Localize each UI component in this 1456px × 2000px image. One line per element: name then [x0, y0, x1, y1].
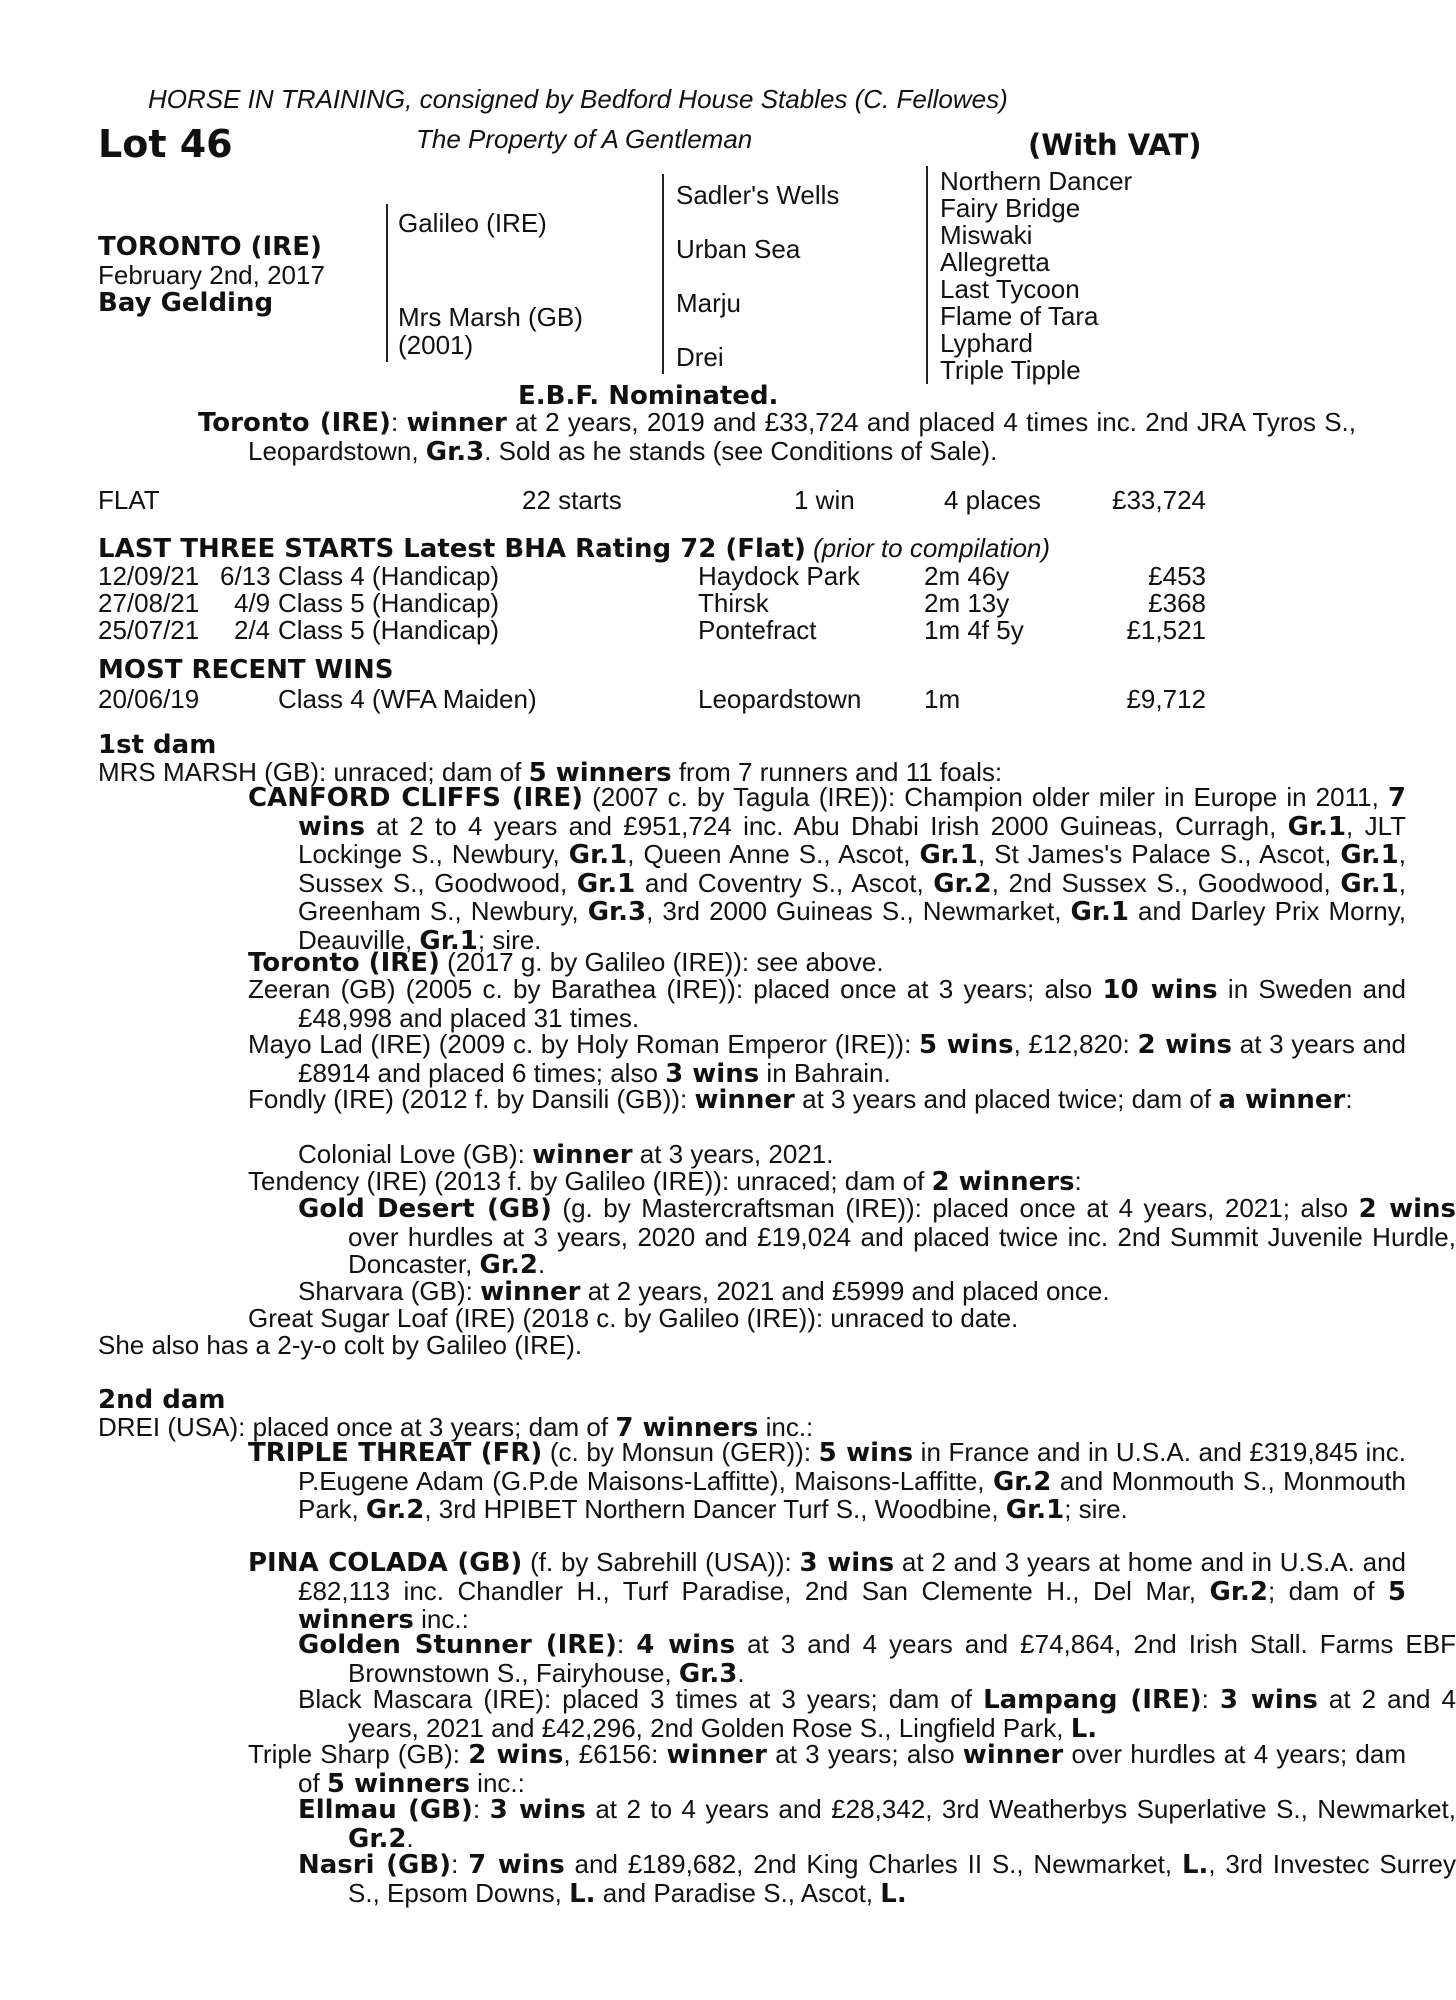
entry-black-mascara	[98, 1686, 1456, 1743]
bold-text: 3 wins	[665, 1058, 760, 1089]
text: , 3rd HPIBET Northern Dancer Turf S., Woodbine,	[424, 1494, 1006, 1524]
grade: Gr.1	[1287, 811, 1347, 842]
lot-number: Lot 46	[98, 122, 233, 166]
grade: Gr.2	[348, 1823, 407, 1854]
start-distance: 2m 13y	[924, 588, 1010, 618]
bold-text: 5 winners	[528, 758, 672, 788]
text: , Greenham S., Newbury,	[298, 867, 1406, 926]
last-three-title: LAST THREE STARTS Latest BHA Rating 72 (Flat)	[98, 534, 806, 564]
text: .	[737, 1657, 745, 1688]
grade: Gr.3	[425, 436, 485, 467]
text: at 2 to 4 years and £28,342, 3rd Weatherbys Superlative S., Newmarket,	[585, 1794, 1456, 1824]
text: , Queen Anne S., Ascot,	[627, 839, 920, 869]
bold-text: 3 wins	[489, 1795, 586, 1825]
text: , 3rd 2000 Guineas S., Newmarket,	[646, 896, 1071, 926]
consignor-line: HORSE IN TRAINING, consigned by Bedford House Stables (C. Fellowes)	[148, 84, 1008, 114]
entry-ellmau	[98, 1796, 1456, 1853]
text: Fondly (IRE) (2012 f. by Dansili (GB)):	[248, 1084, 695, 1114]
record-earnings: £33,724	[1112, 485, 1206, 515]
text: , St James's Palace S., Ascot,	[977, 839, 1341, 869]
entry-golden-stunner	[98, 1631, 1456, 1688]
entry-gold-desert	[98, 1195, 1456, 1280]
grade: Gr.1	[1340, 840, 1399, 870]
text: from 7 runners and 11 foals:	[671, 757, 1003, 787]
text: over hurdles at 3 years, 2020 and £19,024 and placed twice inc. 2nd Summit Juvenile Hurdle, Doncaster,	[348, 1221, 1456, 1279]
vat-label: (With VAT)	[1028, 128, 1202, 162]
entry-great-sugar-loaf: Great Sugar Loaf (IRE) (2018 c. by Galileo (IRE)): unraced to date.	[248, 1303, 1019, 1333]
win-prize: £9,712	[1126, 684, 1206, 714]
text: at 2 years, 2019 and £33,724 and placed 4 times inc. 2nd JRA Tyros S., Leopardstown,	[248, 407, 1356, 466]
pedigree-line-3	[926, 166, 928, 384]
text: (2007 c. by Tagula (IRE)): Champion older miler in Europe in 2011,	[583, 782, 1388, 812]
text: Zeeran (GB) (2005 c. by Barathea (IRE)): placed once at 3 years; also	[248, 974, 1103, 1004]
text: , £6156:	[563, 1739, 667, 1769]
grade: Gr.1	[1070, 897, 1129, 927]
entry-pina-colada	[98, 1549, 1406, 1635]
start-prize: £1,521	[1126, 615, 1206, 645]
text: (g. by Mastercraftsman (IRE)): placed once at 4 years, 2021; also	[551, 1193, 1359, 1223]
table-row	[98, 588, 1206, 616]
listed: L.	[1070, 1713, 1098, 1744]
grade: Gr.3	[678, 1658, 738, 1689]
text: and Monmouth S., Monmouth Park,	[298, 1465, 1406, 1524]
entry-name: Golden Stunner (IRE)	[298, 1630, 617, 1660]
bold-text: 7 winners	[615, 1413, 759, 1443]
text: at 2 and 4 years, 2021 and £42,296, 2nd Golden Rose S., Lingfield Park,	[348, 1684, 1456, 1743]
race-record	[98, 485, 1206, 513]
bold-text: winner	[406, 408, 507, 438]
pedigree-grand: Sadler's Wells	[676, 180, 840, 210]
entry-name: CANFORD CLIFFS (IRE)	[248, 783, 584, 813]
win-date: 20/06/19	[98, 684, 200, 714]
first-dam-heading: 1st dam	[98, 730, 217, 760]
text: MRS MARSH (GB): unraced; dam of	[98, 757, 529, 787]
summary-paragraph	[98, 409, 1356, 466]
pedigree-dam-year: (2001)	[398, 330, 474, 360]
grade: Gr.2	[1209, 1576, 1268, 1607]
bold-text: 5 wins	[919, 1030, 1014, 1060]
record-wins: 1 win	[794, 485, 855, 515]
pedigree-grand: Urban Sea	[676, 234, 801, 264]
bold-text: Lampang (IRE)	[983, 1685, 1202, 1715]
foaled-date: February 2nd, 2017	[98, 260, 325, 290]
text: Colonial Love (GB):	[298, 1139, 533, 1169]
bold-text: 2 wins	[468, 1740, 564, 1770]
bold-text: a winner	[1218, 1085, 1346, 1115]
text: Mayo Lad (IRE) (2009 c. by Holy Roman Emperor (IRE)):	[248, 1029, 920, 1059]
text: Black Mascara (IRE): placed 3 times at 3 years; dam of	[298, 1684, 984, 1714]
text: inc.:	[469, 1767, 525, 1798]
summary-name: Toronto (IRE)	[198, 408, 391, 438]
start-position: 2/4	[234, 615, 271, 645]
pedigree-sire: Galileo (IRE)	[398, 208, 547, 238]
bold-text: winner	[480, 1277, 581, 1307]
text: , 2nd Sussex S., Goodwood,	[991, 867, 1341, 898]
text: in Bahrain.	[759, 1057, 891, 1088]
text: DREI (USA): placed once at 3 years; dam of	[98, 1412, 616, 1442]
bold-text: 5 winners	[298, 1576, 1407, 1635]
entry-name: Toronto (IRE)	[248, 948, 440, 978]
grade: Gr.2	[365, 1495, 425, 1525]
text: . Sold as he stands (see Conditions of Sale).	[484, 435, 998, 466]
pedigree-dam: Mrs Marsh (GB)	[398, 302, 583, 332]
listed: L.	[569, 1878, 596, 1909]
pedigree-great: Lyphard	[940, 328, 1033, 358]
text: :	[451, 1849, 469, 1879]
horse-name: TORONTO (IRE)	[98, 232, 322, 262]
grade: Gr.2	[479, 1250, 538, 1280]
bold-text: 2 wins	[1358, 1194, 1456, 1224]
bold-text: 4 wins	[636, 1630, 736, 1660]
pedigree-great: Flame of Tara	[940, 301, 1099, 331]
record-starts: 22 starts	[522, 485, 622, 515]
text: Triple Sharp (GB):	[248, 1739, 469, 1769]
text: at 3 years and £8914 and placed 6 times; also	[298, 1029, 1406, 1088]
text: at 3 years; also	[766, 1739, 963, 1769]
recent-wins-heading: MOST RECENT WINS	[98, 655, 394, 685]
pedigree-great: Last Tycoon	[940, 274, 1080, 304]
bold-text: 5 winners	[326, 1768, 470, 1799]
text: at 3 years, 2021.	[632, 1139, 834, 1169]
text: , Sussex S., Goodwood,	[298, 839, 1407, 898]
start-prize: £368	[1148, 588, 1206, 618]
grade: Gr.3	[587, 897, 647, 927]
grade: Gr.1	[576, 868, 636, 899]
table-row	[98, 615, 1206, 643]
win-course: Leopardstown	[698, 684, 862, 714]
text: .	[406, 1822, 414, 1853]
entry-name: Nasri (GB)	[298, 1850, 452, 1880]
grade: Gr.1	[568, 840, 628, 870]
start-prize: £453	[1148, 561, 1206, 591]
win-race: Class 4 (WFA Maiden)	[278, 684, 537, 714]
text: ; dam of	[1267, 1575, 1388, 1606]
text: , £12,820:	[1013, 1029, 1138, 1059]
table-row	[98, 561, 1206, 589]
text: :	[1345, 1084, 1353, 1114]
text: (c. by Monsun (GER)):	[542, 1437, 819, 1467]
entry-name: Ellmau (GB)	[298, 1795, 473, 1825]
text: .	[537, 1249, 546, 1279]
text: (2017 g. by Galileo (IRE)): see above.	[439, 947, 884, 977]
start-date: 27/08/21	[98, 588, 200, 618]
text: Tendency (IRE) (2013 f. by Galileo (IRE)): unraced; dam of	[248, 1166, 932, 1196]
text: over hurdles at 4 years; dam of	[298, 1739, 1407, 1798]
start-course: Thirsk	[698, 588, 769, 618]
grade: Gr.1	[1340, 868, 1399, 899]
text: in France and in U.S.A. and £319,845 inc. P.Eugene Adam (G.P.de Maisons-Laffitte), Maisons-Laffitte,	[298, 1437, 1406, 1496]
start-position: 4/9	[234, 588, 271, 618]
pedigree-grand: Marju	[676, 288, 742, 318]
bold-text: 3 wins	[799, 1548, 895, 1578]
listed: L.	[880, 1878, 907, 1909]
entry-name: PINA COLADA (GB)	[248, 1548, 523, 1578]
text: at 3 years and placed twice; dam of	[794, 1084, 1219, 1114]
bold-text: 7 wins	[468, 1850, 565, 1880]
text: :	[1201, 1684, 1220, 1714]
start-date: 12/09/21	[98, 561, 200, 591]
text: ; sire.	[1064, 1494, 1128, 1524]
text: in Sweden and £48,998 and placed 31 times.	[298, 974, 1406, 1033]
start-course: Pontefract	[698, 615, 817, 645]
text: (f. by Sabrehill (USA)):	[522, 1547, 800, 1577]
ebf-nominated: E.B.F. Nominated.	[518, 381, 779, 411]
pedigree-great: Fairy Bridge	[940, 193, 1081, 223]
start-race: Class 5 (Handicap)	[278, 588, 500, 618]
pedigree-great: Miswaki	[940, 220, 1033, 250]
bold-text: winner	[666, 1740, 767, 1770]
start-race: Class 4 (Handicap)	[278, 561, 500, 591]
bold-text: 3 wins	[1219, 1685, 1318, 1715]
start-distance: 1m 4f 5y	[924, 615, 1024, 645]
text: inc.:	[758, 1412, 814, 1442]
pedigree-great: Triple Tipple	[940, 355, 1081, 385]
text: and Darley Prix Morny, Deauville,	[298, 896, 1406, 955]
entry-canford-cliffs	[98, 784, 1406, 955]
bold-text: 10 wins	[1102, 975, 1218, 1005]
bold-text: 5 wins	[818, 1438, 914, 1468]
pedigree-great: Allegretta	[940, 247, 1050, 277]
text: at 2 and 3 years at home and in U.S.A. and £82,113 inc. Chandler H., Turf Paradise, 2nd San Clemente H., Del Mar,	[298, 1547, 1407, 1606]
pedigree-line-2	[662, 174, 664, 374]
bold-text: 7 wins	[298, 783, 1406, 842]
last-three-note: (prior to compilation)	[813, 533, 1051, 563]
start-race: Class 5 (Handicap)	[278, 615, 500, 645]
start-course: Haydock Park	[698, 561, 860, 591]
bold-text: 2 winners	[931, 1167, 1075, 1197]
win-distance: 1m	[924, 684, 961, 714]
entry-nasri	[98, 1851, 1456, 1908]
property-line: The Property of A Gentleman	[416, 124, 753, 154]
grade: Gr.2	[992, 1466, 1052, 1497]
text: at 2 to 4 years and £951,724 inc. Abu Dhabi Irish 2000 Guineas, Curragh,	[364, 810, 1288, 841]
pedigree-grand: Drei	[676, 342, 724, 372]
text: :	[1074, 1166, 1082, 1196]
text: :	[472, 1794, 490, 1824]
text: ; sire.	[477, 924, 542, 955]
pedigree-line-1	[386, 204, 388, 362]
table-row	[98, 684, 1206, 712]
text: and Paradise S., Ascot,	[595, 1877, 881, 1908]
entry-triple-sharp	[98, 1741, 1406, 1798]
text: and £189,682, 2nd King Charles II S., Newmarket,	[564, 1849, 1182, 1879]
grade: Gr.1	[1005, 1495, 1065, 1525]
text: , JLT Lockinge S., Newbury,	[298, 810, 1406, 869]
text: :	[616, 1629, 637, 1659]
entry-name: Gold Desert (GB)	[298, 1194, 552, 1224]
horse-type: Bay Gelding	[98, 288, 274, 318]
entry-fondly	[98, 1086, 1406, 1115]
bold-text: winner	[532, 1140, 633, 1170]
entry-triple-threat	[98, 1439, 1406, 1525]
entry-zeeran	[98, 976, 1406, 1032]
pedigree-great: Northern Dancer	[940, 166, 1133, 196]
record-code: FLAT	[98, 485, 160, 515]
text: and Coventry S., Ascot,	[635, 867, 934, 898]
text: at 3 and 4 years and £74,864, 2nd Irish Stall. Farms EBF Brownstown S., Fairyhouse,	[348, 1629, 1456, 1688]
bold-text: winner	[694, 1085, 795, 1115]
text: , 3rd Investec Surrey S., Epsom Downs,	[348, 1849, 1456, 1908]
listed: L.	[1181, 1850, 1209, 1880]
also-has-line: She also has a 2-y-o colt by Galileo (IRE).	[98, 1330, 583, 1360]
last-three-heading	[98, 533, 1050, 564]
start-date: 25/07/21	[98, 615, 200, 645]
text: at 2 years, 2021 and £5999 and placed once.	[580, 1276, 1110, 1306]
bold-text: winner	[962, 1740, 1064, 1770]
record-places: 4 places	[944, 485, 1041, 515]
entry-name: TRIPLE THREAT (FR)	[248, 1438, 543, 1468]
grade: Gr.2	[933, 868, 992, 899]
text: inc.:	[413, 1604, 469, 1634]
text: :	[390, 407, 407, 437]
text: Sharvara (GB):	[298, 1276, 481, 1306]
bold-text: 2 wins	[1137, 1030, 1233, 1060]
grade: Gr.1	[419, 925, 478, 956]
start-distance: 2m 46y	[924, 561, 1010, 591]
second-dam-heading: 2nd dam	[98, 1385, 226, 1415]
grade: Gr.1	[919, 840, 978, 870]
start-position: 6/13	[220, 561, 271, 591]
entry-mayo-lad	[98, 1031, 1406, 1088]
